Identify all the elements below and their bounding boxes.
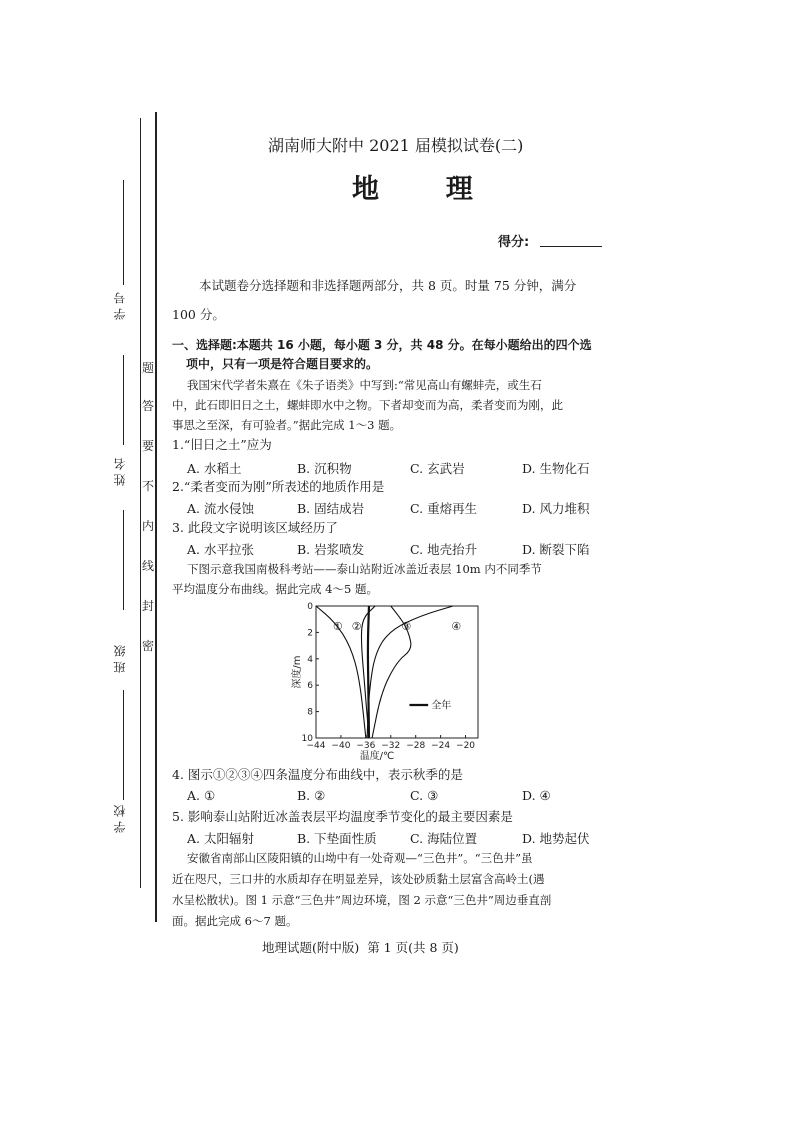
seal-char: 封 bbox=[142, 599, 155, 613]
curve-label: ② bbox=[351, 620, 362, 634]
option-a[interactable]: A. 流水侵蚀 bbox=[187, 501, 254, 516]
y-tick-label: 4 bbox=[307, 654, 313, 665]
option-a[interactable]: A. ① bbox=[187, 788, 216, 803]
option-b[interactable]: B. 岩浆喷发 bbox=[297, 542, 365, 557]
seal-char: 要 bbox=[142, 439, 155, 453]
series-line bbox=[368, 606, 369, 738]
option-d[interactable]: D. 地势起伏 bbox=[522, 831, 590, 846]
option-c[interactable]: C. 海陆位置 bbox=[410, 831, 478, 846]
option-b[interactable]: B. 固结成岩 bbox=[297, 501, 365, 516]
section-heading: 一、选择题:本题共 16 小题，每小题 3 分，共 48 分。在每小题给出的四个选 bbox=[172, 338, 592, 352]
question-stem: 1.“旧日之土”应为 bbox=[172, 437, 272, 452]
seal-char: 答 bbox=[142, 399, 155, 413]
y-tick-label: 10 bbox=[301, 734, 313, 744]
x-tick-label: −36 bbox=[356, 741, 376, 751]
y-tick-label: 6 bbox=[307, 681, 313, 692]
temperature-depth-chart bbox=[290, 598, 490, 763]
x-tick-label: −24 bbox=[431, 741, 451, 751]
class-label: 班 级 bbox=[113, 645, 127, 673]
option-b[interactable]: B. 下垫面性质 bbox=[297, 831, 377, 846]
option-d[interactable]: D. ④ bbox=[522, 788, 551, 803]
score-blank bbox=[540, 246, 602, 247]
y-tick-label: 0 bbox=[307, 602, 313, 612]
passage-line: 下图示意我国南极科考站——泰山站附近冰盖近表层 10m 内不同季节 bbox=[187, 562, 542, 576]
class-blank bbox=[123, 510, 124, 610]
intro-line: 100 分。 bbox=[172, 307, 225, 322]
passage-line: 面。据此完成 6～7 题。 bbox=[172, 914, 298, 928]
section-heading: 项中，只有一项是符合题目要求的。 bbox=[186, 357, 379, 371]
y-axis-label: 深度/m bbox=[292, 655, 303, 689]
passage-line: 安徽省南部山区陵阳镇的山坳中有一处奇观—“三色井”。“三色井”虽 bbox=[187, 851, 533, 865]
x-tick-label: −44 bbox=[306, 741, 326, 751]
x-tick-label: −32 bbox=[381, 741, 401, 751]
option-a[interactable]: A. 水平拉张 bbox=[187, 542, 254, 557]
intro-line: 本试题卷分选择题和非选择题两部分，共 8 页。时量 75 分钟，满分 bbox=[199, 278, 577, 293]
option-a[interactable]: A. 太阳辐射 bbox=[187, 831, 254, 846]
score-label: 得分: bbox=[498, 235, 530, 250]
option-a[interactable]: A. 水稻土 bbox=[187, 461, 242, 476]
seal-char: 题 bbox=[142, 361, 155, 375]
x-tick-label: −40 bbox=[331, 741, 351, 751]
x-axis-label: 温度/℃ bbox=[359, 751, 395, 762]
curve-label: ③ bbox=[401, 620, 412, 634]
curve-label: ④ bbox=[451, 620, 462, 634]
passage-line: 中，此石即旧日之土，螺蚌即水中之物。下者却变而为高，柔者变而为刚，此 bbox=[172, 398, 563, 412]
option-c[interactable]: C. 重熔再生 bbox=[410, 501, 478, 516]
subject-title: 地 理 bbox=[352, 174, 489, 205]
y-tick-label: 8 bbox=[307, 707, 313, 718]
seal-char: 线 bbox=[142, 559, 155, 573]
passage-line: 事思之至深，有可验者。”据此完成 1～3 题。 bbox=[172, 418, 402, 432]
passage-line: 近在咫尺，三口井的水质却存在明显差异，该处砂质黏土层富含高岭土(遇 bbox=[172, 872, 545, 886]
option-d[interactable]: D. 生物化石 bbox=[522, 461, 590, 476]
student-id-blank bbox=[123, 180, 124, 285]
school-blank bbox=[123, 690, 124, 800]
option-d[interactable]: D. 风力堆积 bbox=[522, 501, 590, 516]
x-tick-label: −20 bbox=[456, 741, 476, 751]
option-c[interactable]: C. ③ bbox=[410, 788, 439, 803]
x-tick-label: −28 bbox=[406, 741, 426, 751]
option-c[interactable]: C. 地壳抬升 bbox=[410, 542, 478, 557]
question-stem: 2.“柔者变而为刚”所表述的地质作用是 bbox=[172, 479, 385, 494]
page-footer: 地理试题(附中版) 第 1 页(共 8 页) bbox=[262, 940, 459, 955]
option-b[interactable]: B. ② bbox=[297, 788, 326, 803]
legend-label: 全年 bbox=[431, 700, 452, 712]
name-blank bbox=[123, 355, 124, 445]
question-stem: 3. 此段文字说明该区域经历了 bbox=[172, 520, 338, 535]
exam-title: 湖南师大附中 2021 届模拟试卷(二) bbox=[268, 136, 524, 155]
passage-line: 平均温度分布曲线。据此完成 4～5 题。 bbox=[172, 582, 378, 596]
school-label: 学 校 bbox=[113, 805, 127, 833]
curve-label: ① bbox=[332, 620, 343, 634]
y-tick-label: 2 bbox=[307, 628, 313, 639]
binding-line-outer bbox=[140, 118, 141, 888]
seal-char: 不 bbox=[142, 479, 155, 493]
passage-line: 我国宋代学者朱熹在《朱子语类》中写到:“常见高山有螺蚌壳，或生石 bbox=[187, 378, 542, 392]
student-id-label: 学 号 bbox=[113, 292, 127, 320]
option-d[interactable]: D. 断裂下陷 bbox=[522, 542, 590, 557]
question-stem: 4. 图示①②③④四条温度分布曲线中，表示秋季的是 bbox=[172, 767, 463, 782]
option-b[interactable]: B. 沉积物 bbox=[297, 461, 352, 476]
seal-char: 内 bbox=[142, 519, 155, 533]
binding-line-inner bbox=[155, 112, 157, 922]
seal-char: 密 bbox=[142, 639, 155, 653]
question-stem: 5. 影响泰山站附近冰盖表层平均温度季节变化的最主要因素是 bbox=[172, 809, 513, 824]
option-c[interactable]: C. 玄武岩 bbox=[410, 461, 465, 476]
name-label: 姓 名 bbox=[113, 458, 127, 486]
passage-line: 水呈松散状)。图 1 示意“三色井”周边环境，图 2 示意“三色井”周边垂直剖 bbox=[172, 893, 552, 907]
